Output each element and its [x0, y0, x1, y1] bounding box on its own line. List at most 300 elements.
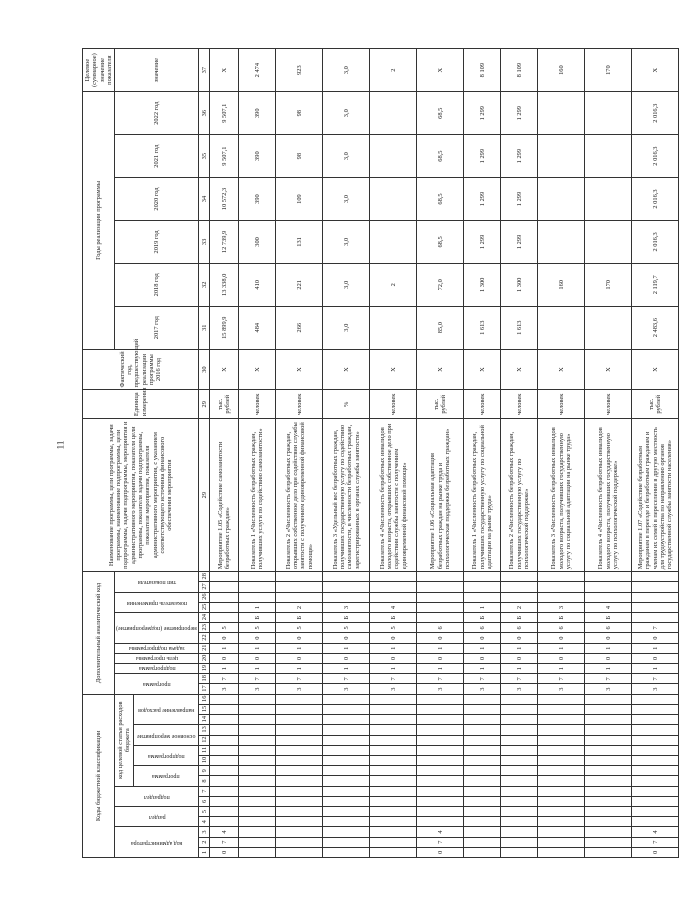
- budget-code-cell: [501, 847, 538, 857]
- extra-code-cell: 0: [538, 653, 585, 663]
- row-year-value: 1 300: [501, 263, 538, 306]
- budget-code-cell: [210, 735, 239, 745]
- budget-code-cell: [464, 817, 501, 827]
- extra-col-0: программа: [143, 681, 171, 688]
- budget-code-cell: [417, 745, 464, 755]
- podrazdel-header: подраздел: [144, 793, 170, 800]
- name-header: Наименование программы, цели программы, задачи программы, наименование подпрограммы, цели подпрограммы, задачи подпрограммы, мероприятия и административного мероприятия, показателя цели программы, показателя задачи подпрограммы, показателя мероприятия, показателя административного мероприятия, с указанием соответствующего источника финансового обеспечения мероприятия: [83, 419, 199, 572]
- extra-code-cell: 5: [276, 623, 323, 633]
- extra-code-cell: Б: [538, 613, 585, 623]
- budget-code-cell: [276, 735, 323, 745]
- budget-code-cell: [417, 776, 464, 786]
- extra-col-2: цель программы: [135, 655, 178, 662]
- row-year-value: 390: [239, 92, 276, 135]
- budget-code-cell: [501, 827, 538, 837]
- extra-code-cell: 7: [323, 674, 370, 684]
- extra-code-cell: 6: [417, 623, 464, 633]
- budget-code-cell: [464, 766, 501, 776]
- budget-code-cell: [464, 725, 501, 735]
- row-year-value: [538, 220, 585, 263]
- extra-code-cell: 4: [585, 602, 632, 612]
- years-header: Годы реализации программы: [83, 92, 115, 349]
- row-year-value: 15 899,9: [210, 306, 239, 349]
- extra-code-cell: [239, 582, 276, 592]
- budget-code-cell: [239, 827, 276, 837]
- budget-code-cell: 0: [417, 847, 464, 857]
- row-year-value: 9 507,1: [210, 92, 239, 135]
- budget-code-cell: [417, 806, 464, 816]
- extra-col-5: показатель применения: [126, 599, 187, 606]
- extra-code-cell: 0: [276, 633, 323, 643]
- year-2021-header: 2021 год: [115, 135, 199, 178]
- row-target: 3,0: [323, 49, 370, 92]
- budget-code-cell: [370, 827, 417, 837]
- extra-code-cell: [501, 592, 538, 602]
- row-year-value: 1 299: [464, 92, 501, 135]
- extra-code-cell: 1: [370, 643, 417, 653]
- extra-code-cell: Б: [239, 613, 276, 623]
- extra-code-cell: 0: [417, 653, 464, 663]
- extra-code-cell: 0: [323, 653, 370, 663]
- budget-code-cell: [210, 817, 239, 827]
- budget-code-cell: 0: [632, 847, 679, 857]
- extra-code-cell: 1: [632, 664, 679, 674]
- row-fact: Х: [210, 349, 239, 390]
- budget-code-cell: [464, 837, 501, 847]
- extra-code-cell: 3: [370, 684, 417, 694]
- row-year-value: 2 016,3: [632, 220, 679, 263]
- row-name: Показатель 2 «Численность безработных граждан, получивших государственную услугу по психологической поддержке»: [501, 419, 538, 572]
- budget-code-cell: [464, 694, 501, 704]
- extra-code-cell: 1: [585, 643, 632, 653]
- row-year-value: 1 613: [501, 306, 538, 349]
- table-row: [632, 49, 679, 858]
- extra-code-cell: 0: [632, 633, 679, 643]
- extra-code-cell: [585, 582, 632, 592]
- row-year-value: 160: [538, 263, 585, 306]
- extra-code-cell: 7: [464, 674, 501, 684]
- budget-code-cell: [632, 817, 679, 827]
- extra-code-cell: [417, 582, 464, 592]
- row-year-value: 68,5: [417, 220, 464, 263]
- extra-code-cell: [323, 582, 370, 592]
- budget-code-cell: [464, 715, 501, 725]
- extra-code-cell: [632, 602, 679, 612]
- row-fact: Х: [464, 349, 501, 390]
- extra-code-cell: 7: [501, 674, 538, 684]
- row-year-value: 1 299: [501, 220, 538, 263]
- extra-code-cell: 0: [501, 653, 538, 663]
- budget-code-cell: [501, 817, 538, 827]
- budget-code-cell: [210, 715, 239, 725]
- budget-code-cell: [276, 837, 323, 847]
- extra-code-cell: 0: [417, 633, 464, 643]
- budget-code-cell: [585, 694, 632, 704]
- extra-code-cell: [417, 572, 464, 582]
- budget-code-cell: 7: [210, 837, 239, 847]
- budget-code-cell: [323, 694, 370, 704]
- budget-code-cell: [239, 694, 276, 704]
- extra-code-cell: 7: [538, 674, 585, 684]
- extra-code-cell: 1: [417, 664, 464, 674]
- budget-code-cell: [501, 735, 538, 745]
- row-unit: человек: [370, 390, 417, 419]
- budget-code-cell: [585, 704, 632, 714]
- budget-code-cell: [538, 817, 585, 827]
- extra-code-cell: [239, 592, 276, 602]
- extra-code-cell: [239, 572, 276, 582]
- extra-code-cell: 1: [239, 643, 276, 653]
- extra-code-cell: 6: [464, 623, 501, 633]
- budget-code-cell: [323, 704, 370, 714]
- budget-code-cell: [632, 715, 679, 725]
- extra-code-cell: 6: [501, 623, 538, 633]
- table-row: [464, 49, 501, 858]
- row-year-value: 170: [585, 263, 632, 306]
- budget-code-cell: [323, 837, 370, 847]
- extra-code-cell: [210, 602, 239, 612]
- row-target: Х: [210, 49, 239, 92]
- budget-code-cell: [323, 786, 370, 796]
- budget-code-cell: [538, 745, 585, 755]
- row-year-value: [370, 135, 417, 178]
- budget-code-cell: 0: [210, 847, 239, 857]
- extra-col-6: тип показателя: [137, 579, 176, 586]
- row-unit: человек: [585, 390, 632, 419]
- row-year-value: 390: [239, 135, 276, 178]
- budget-code-cell: [417, 796, 464, 806]
- extra-code-cell: 7: [370, 674, 417, 684]
- budget-code-cell: [276, 817, 323, 827]
- budget-code-cell: [323, 715, 370, 725]
- extra-code-cell: 1: [464, 664, 501, 674]
- row-year-value: 484: [239, 306, 276, 349]
- year-2020-header: 2020 год: [115, 178, 199, 221]
- extra-code-cell: 1: [370, 664, 417, 674]
- budget-code-cell: [585, 735, 632, 745]
- budget-code-cell: [632, 796, 679, 806]
- row-unit: человек: [464, 390, 501, 419]
- budget-code-cell: 7: [632, 837, 679, 847]
- budget-code-cell: [464, 796, 501, 806]
- row-year-value: 221: [276, 263, 323, 306]
- budget-code-cell: [239, 786, 276, 796]
- row-fact: Х: [239, 349, 276, 390]
- budget-code-cell: [239, 817, 276, 827]
- budget-code-cell: [538, 806, 585, 816]
- budget-code-cell: [370, 766, 417, 776]
- budget-code-cell: [585, 827, 632, 837]
- extra-code-cell: 6: [538, 623, 585, 633]
- budget-code-cell: [538, 786, 585, 796]
- extra-code-cell: 6: [585, 623, 632, 633]
- row-unit: тыс. рублей: [210, 390, 239, 419]
- row-year-value: 12 739,9: [210, 220, 239, 263]
- budget-code-cell: [464, 786, 501, 796]
- row-name: Мероприятие 1.06 «Социальная адаптация безработных граждан на рынке труда и психологическая поддержка безработных граждан»: [417, 419, 464, 572]
- budget-code-cell: [585, 755, 632, 765]
- budget-code-cell: [370, 704, 417, 714]
- unit-header: Единица измерения: [83, 390, 199, 419]
- extra-code-cell: Б: [276, 613, 323, 623]
- extra-code-cell: [417, 613, 464, 623]
- budget-code-cell: [632, 786, 679, 796]
- extra-code-cell: 7: [239, 674, 276, 684]
- budget-code-cell: [538, 735, 585, 745]
- extra-col-4: мероприятие (подмероприятие): [116, 625, 198, 632]
- budget-code-cell: 7: [417, 837, 464, 847]
- budget-code-cell: [464, 847, 501, 857]
- extra-code-cell: 1: [585, 664, 632, 674]
- budget-code-cell: [417, 694, 464, 704]
- budget-code-cell: [370, 694, 417, 704]
- extra-code-cell: 5: [210, 623, 239, 633]
- budget-code-cell: [210, 704, 239, 714]
- row-name: Показатель 4 «Численность безработных инвалидов молодого возраста, открывших собственное дело при содействии службы занятости с получением единовременной финансовой помощи»: [370, 419, 417, 572]
- budget-code-cell: [585, 847, 632, 857]
- program-table: [82, 48, 679, 858]
- budget-code-cell: [632, 766, 679, 776]
- extra-code-cell: [276, 592, 323, 602]
- row-year-value: [585, 306, 632, 349]
- budget-code-cell: [276, 766, 323, 776]
- budget-code-cell: [417, 725, 464, 735]
- extra-code-cell: [370, 572, 417, 582]
- extra-code-cell: 0: [464, 653, 501, 663]
- target-header: Целевое (суммарное) значение показателя: [83, 49, 115, 92]
- row-year-value: 131: [276, 220, 323, 263]
- extra-code-cell: [370, 592, 417, 602]
- extra-code-cell: Б: [323, 613, 370, 623]
- budget-code-cell: [538, 704, 585, 714]
- year-2017-header: 2017 год: [115, 306, 199, 349]
- budget-code-cell: [239, 755, 276, 765]
- extra-code-cell: 4: [370, 602, 417, 612]
- table-body: [210, 49, 679, 858]
- budget-code-cell: [210, 776, 239, 786]
- budget-code-cell: [239, 715, 276, 725]
- napravlenie-header: направление расходов: [138, 706, 195, 713]
- budget-code-cell: [239, 796, 276, 806]
- budget-code-cell: [585, 837, 632, 847]
- budget-code-cell: [538, 776, 585, 786]
- extra-code-cell: 1: [323, 643, 370, 653]
- row-year-value: [370, 220, 417, 263]
- row-year-value: 1 299: [501, 178, 538, 221]
- target-article-header: код целевой статьи расходов бюджета: [115, 694, 134, 786]
- budget-code-cell: [323, 725, 370, 735]
- extra-code-cell: 5: [370, 623, 417, 633]
- budget-code-cell: [210, 796, 239, 806]
- budget-code-cell: [210, 745, 239, 755]
- extra-code-cell: 1: [538, 643, 585, 653]
- row-name: Показатель 2 «Численность безработных граждан, открывших собственное дело при содействии службы занятости с получением единовременной финансовой помощи»: [276, 419, 323, 572]
- budget-code-cell: [323, 735, 370, 745]
- extra-code-cell: 3: [538, 684, 585, 694]
- budget-code-cell: [501, 715, 538, 725]
- budget-code-cell: [501, 837, 538, 847]
- extra-code-cell: 3: [464, 684, 501, 694]
- budget-code-cell: [538, 755, 585, 765]
- budget-code-cell: [239, 806, 276, 816]
- budget-code-cell: [632, 694, 679, 704]
- extra-code-cell: [501, 572, 538, 582]
- extra-code-cell: Б: [501, 613, 538, 623]
- budget-code-cell: [417, 735, 464, 745]
- extra-code-cell: [538, 582, 585, 592]
- extra-code-cell: 1: [239, 602, 276, 612]
- extra-code-cell: 1: [323, 664, 370, 674]
- budget-code-cell: [417, 715, 464, 725]
- extra-col-1: подпрограмма: [138, 665, 176, 672]
- row-name: Показатель 1 «Численность безработных граждан, получивших услуги по содействию самозанятости»: [239, 419, 276, 572]
- budget-code-cell: [370, 745, 417, 755]
- row-unit: человек: [239, 390, 276, 419]
- extra-code-cell: 0: [239, 633, 276, 643]
- budget-code-cell: [585, 786, 632, 796]
- budget-code-cell: [239, 837, 276, 847]
- extra-code-cell: [538, 592, 585, 602]
- budget-code-cell: [464, 755, 501, 765]
- budget-code-cell: [585, 715, 632, 725]
- row-year-value: 3,0: [323, 178, 370, 221]
- budget-code-cell: [585, 725, 632, 735]
- row-unit: тыс. рублей: [417, 390, 464, 419]
- budget-code-cell: [276, 715, 323, 725]
- extra-code-cell: 1: [417, 643, 464, 653]
- row-year-value: [585, 92, 632, 135]
- extra-code-cell: [632, 613, 679, 623]
- budget-code-cell: [538, 796, 585, 806]
- extra-code-cell: 3: [239, 684, 276, 694]
- extra-code-cell: 7: [632, 674, 679, 684]
- row-name: Показатель 4 «Численность безработных инвалидов молодого возраста, получивших государственную услугу по психологической поддержке»: [585, 419, 632, 572]
- extra-code-cell: 0: [323, 633, 370, 643]
- budget-code-cell: [538, 837, 585, 847]
- row-fact: Х: [276, 349, 323, 390]
- budget-code-cell: [417, 786, 464, 796]
- budget-code-cell: [501, 725, 538, 735]
- extra-code-cell: 0: [210, 653, 239, 663]
- budget-code-cell: [464, 704, 501, 714]
- budget-code-cell: [585, 817, 632, 827]
- extra-code-cell: 3: [538, 602, 585, 612]
- budget-code-cell: [632, 704, 679, 714]
- row-year-value: 3,0: [323, 306, 370, 349]
- budget-code-cell: [538, 847, 585, 857]
- osn-meropr-header: основное мероприятие: [137, 732, 196, 739]
- row-target: Х: [417, 49, 464, 92]
- extra-code-cell: 1: [239, 664, 276, 674]
- extra-code-cell: 3: [585, 684, 632, 694]
- budget-code-cell: [323, 776, 370, 786]
- table-row: [538, 49, 585, 858]
- table-row: [239, 49, 276, 858]
- row-year-value: 1 299: [464, 178, 501, 221]
- budget-code-cell: [501, 694, 538, 704]
- row-year-value: 2 016,3: [632, 135, 679, 178]
- row-year-value: 1 299: [501, 92, 538, 135]
- row-unit: человек: [538, 390, 585, 419]
- budget-code-cell: [323, 766, 370, 776]
- extra-code-cell: 3: [276, 684, 323, 694]
- row-year-value: [370, 92, 417, 135]
- row-year-value: 9 507,1: [210, 135, 239, 178]
- extra-code-cell: [276, 582, 323, 592]
- budget-code-cell: [585, 766, 632, 776]
- row-year-value: [370, 178, 417, 221]
- budget-code-cell: [210, 766, 239, 776]
- target-sub-header: значение: [115, 49, 199, 92]
- budget-code-cell: [632, 755, 679, 765]
- extra-code-cell: [370, 582, 417, 592]
- row-year-value: [370, 306, 417, 349]
- budget-codes-header: Коды бюджетной классификации: [83, 694, 115, 857]
- table-row: [501, 49, 538, 858]
- row-year-value: 85,0: [417, 306, 464, 349]
- extra-code-cell: Б: [464, 613, 501, 623]
- budget-code-cell: [417, 704, 464, 714]
- extra-code-cell: 3: [323, 684, 370, 694]
- row-year-value: [538, 306, 585, 349]
- row-year-value: 10 572,3: [210, 178, 239, 221]
- extra-code-cell: Б: [370, 613, 417, 623]
- budget-code-cell: [239, 725, 276, 735]
- budget-code-cell: [370, 796, 417, 806]
- extra-code-cell: 0: [501, 633, 538, 643]
- row-target: 923: [276, 49, 323, 92]
- row-year-value: 2 016,3: [632, 92, 679, 135]
- extra-code-cell: [210, 592, 239, 602]
- budget-code-cell: [585, 806, 632, 816]
- extra-code-cell: [210, 572, 239, 582]
- budget-code-cell: [323, 755, 370, 765]
- budget-code-cell: [210, 806, 239, 816]
- budget-code-cell: [276, 725, 323, 735]
- extra-code-cell: 1: [464, 643, 501, 653]
- table-row: [210, 49, 239, 858]
- budget-code-cell: [276, 796, 323, 806]
- row-year-value: [585, 178, 632, 221]
- budget-code-cell: [370, 847, 417, 857]
- row-year-value: 68,5: [417, 135, 464, 178]
- table-row: [370, 49, 417, 858]
- extra-code-cell: [210, 582, 239, 592]
- budget-code-cell: [501, 755, 538, 765]
- row-name: Показатель 3 «Удельный вес безработных граждан, получивших государственную услугу по содействию самозанятости, в численности безработных граждан, зарегистрированных в органах службы занятости»: [323, 419, 370, 572]
- extra-col-3: задача подпрограммы: [129, 644, 185, 651]
- budget-code-cell: [210, 755, 239, 765]
- row-target: 2: [370, 49, 417, 92]
- budget-code-cell: [464, 776, 501, 786]
- budget-code-cell: [417, 755, 464, 765]
- budget-code-cell: [323, 745, 370, 755]
- budget-code-cell: [323, 827, 370, 837]
- fact-header: Фактический год, предшествующий реализации программы 2016 год: [83, 349, 199, 390]
- budget-code-cell: [632, 745, 679, 755]
- row-year-value: 98: [276, 135, 323, 178]
- extra-code-cell: [464, 582, 501, 592]
- budget-code-cell: [276, 827, 323, 837]
- budget-code-cell: [632, 806, 679, 816]
- extra-codes-header: Дополнительный аналитический код: [83, 572, 115, 694]
- extra-code-cell: 0: [585, 653, 632, 663]
- extra-code-cell: [417, 602, 464, 612]
- extra-code-cell: 1: [276, 643, 323, 653]
- budget-code-cell: [370, 806, 417, 816]
- row-fact: Х: [585, 349, 632, 390]
- budget-code-cell: [464, 827, 501, 837]
